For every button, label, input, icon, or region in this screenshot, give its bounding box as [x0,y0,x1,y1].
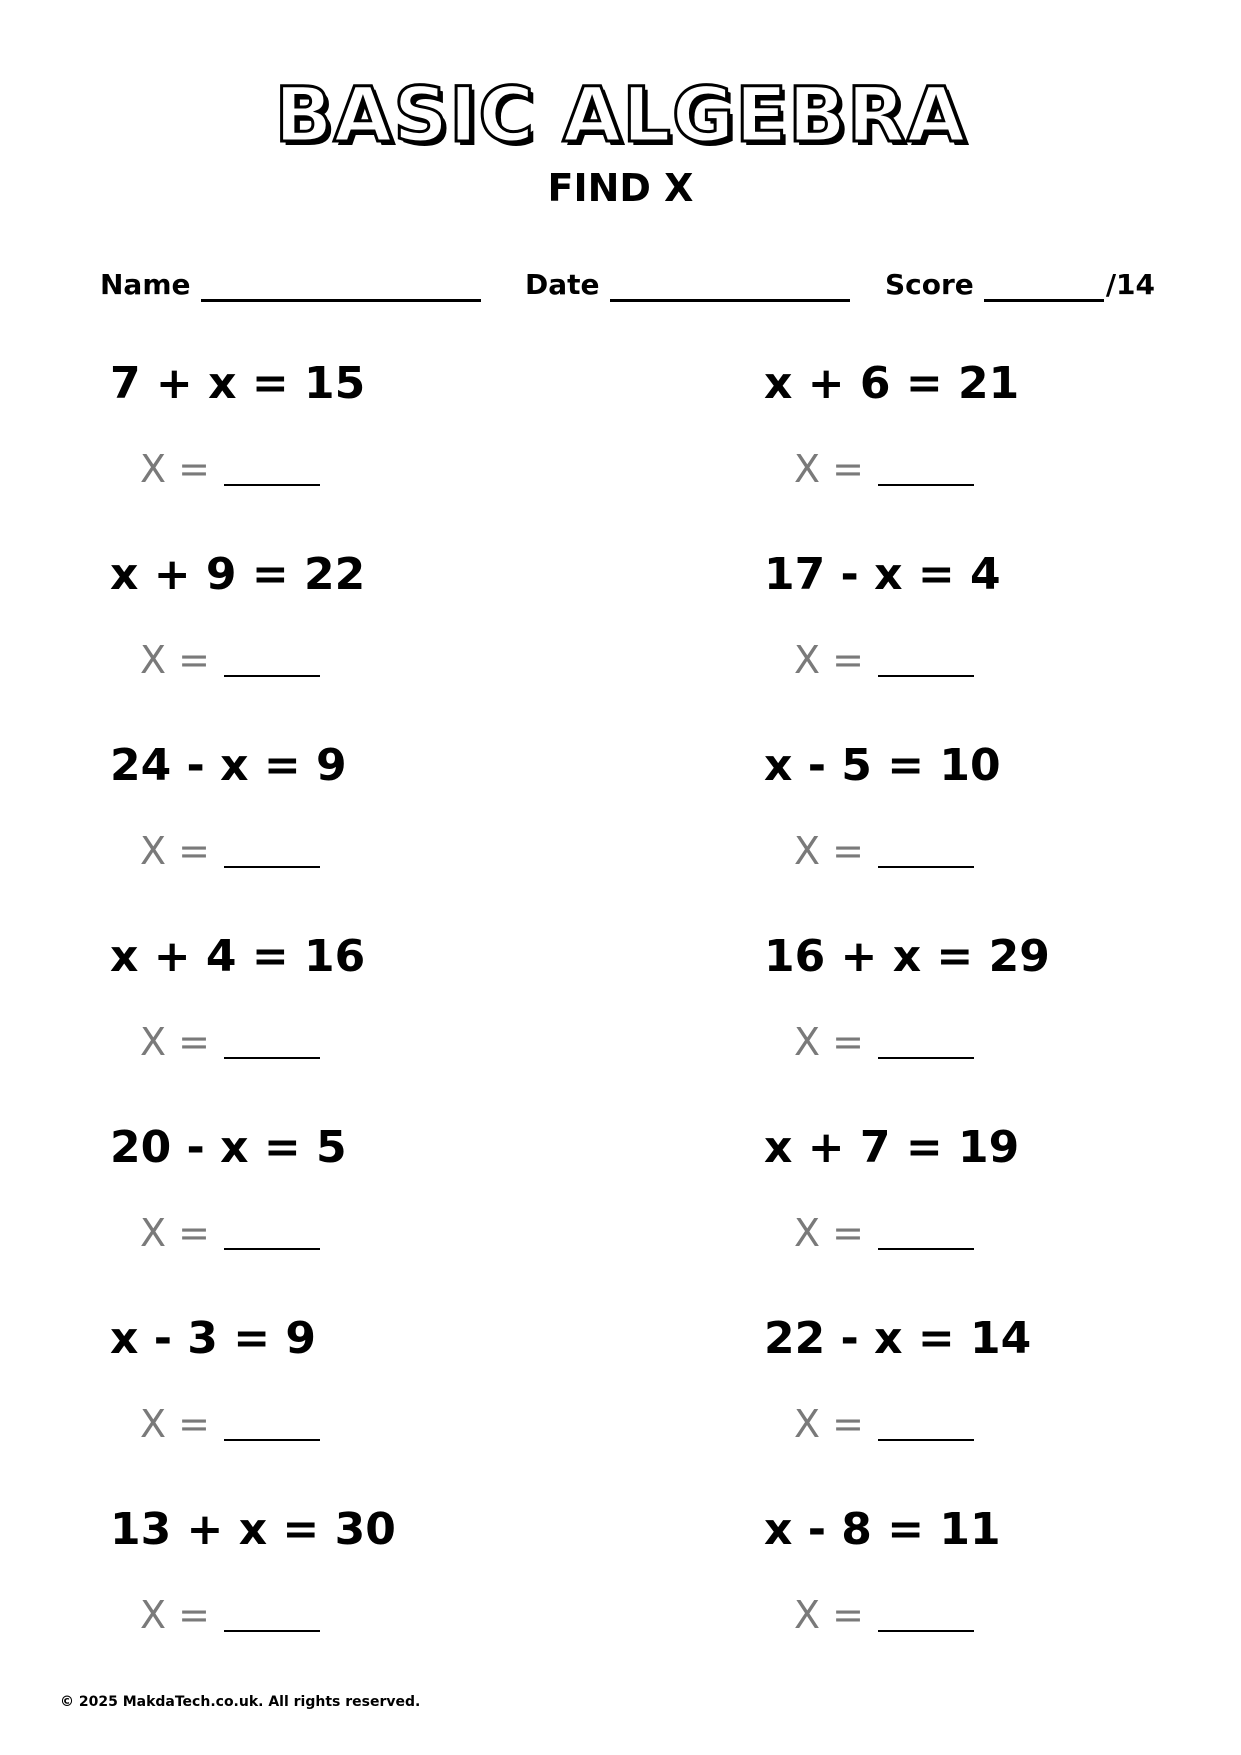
score-label: Score [885,268,974,301]
problem-right-6 [764,1311,1241,1501]
name-label: Name [100,268,191,301]
equation: 22 - x = 14 [764,1313,1032,1364]
answer-label: X = [140,447,210,491]
answer-label: X = [140,1020,210,1064]
answer-row [140,446,320,492]
equation: 7 + x = 15 [110,358,366,409]
problem-left-3 [110,738,610,928]
problem-right-3 [764,738,1241,928]
answer-row [794,1019,974,1065]
answer-row [140,637,320,683]
score-total: /14 [1105,268,1156,301]
problem-left-1 [110,356,610,546]
problem-left-4 [110,929,610,1119]
equation: 17 - x = 4 [764,549,1001,600]
answer-label: X = [794,829,864,873]
answer-label: X = [794,447,864,491]
answer-row [140,1401,320,1447]
name-field [100,268,481,302]
problem-left-2 [110,547,610,737]
problem-left-7 [110,1502,610,1692]
answer-blank[interactable] [878,1218,974,1250]
equation: x + 6 = 21 [764,358,1020,409]
answer-row [794,828,974,874]
answer-row [794,637,974,683]
equation: x - 3 = 9 [110,1313,317,1364]
equation: x + 4 = 16 [110,931,366,982]
answer-label: X = [794,1211,864,1255]
answer-row [794,1210,974,1256]
answer-label: X = [794,638,864,682]
answer-blank[interactable] [224,454,320,486]
answer-label: X = [794,1593,864,1637]
problem-right-4 [764,929,1241,1119]
answer-blank[interactable] [878,645,974,677]
date-field [525,268,850,302]
equation: 13 + x = 30 [110,1504,396,1555]
copyright-footer: © 2025 MakdaTech.co.uk. All rights reserved. [60,1694,421,1710]
answer-blank[interactable] [878,454,974,486]
answer-blank[interactable] [878,1027,974,1059]
answer-blank[interactable] [224,1600,320,1632]
answer-row [140,1210,320,1256]
answer-label: X = [140,1402,210,1446]
name-blank[interactable] [201,271,481,302]
answer-blank[interactable] [878,836,974,868]
answer-blank[interactable] [878,1409,974,1441]
equation: x - 8 = 11 [764,1504,1001,1555]
date-label: Date [525,268,600,301]
answer-row [140,1019,320,1065]
problem-right-2 [764,547,1241,737]
equation: x + 7 = 19 [764,1122,1020,1173]
answer-label: X = [140,1211,210,1255]
answer-row [140,828,320,874]
answer-label: X = [140,638,210,682]
answer-label: X = [140,829,210,873]
equation: 16 + x = 29 [764,931,1050,982]
answer-blank[interactable] [224,1218,320,1250]
answer-row [794,1401,974,1447]
answer-blank[interactable] [224,1409,320,1441]
answer-label: X = [794,1402,864,1446]
date-blank[interactable] [610,271,850,302]
page-subtitle: FIND X [547,166,694,210]
problem-right-5 [764,1120,1241,1310]
problem-left-6 [110,1311,610,1501]
answer-blank[interactable] [878,1600,974,1632]
equation: 24 - x = 9 [110,740,347,791]
problem-left-5 [110,1120,610,1310]
problem-right-1 [764,356,1241,546]
answer-label: X = [794,1020,864,1064]
answer-blank[interactable] [224,836,320,868]
answer-blank[interactable] [224,645,320,677]
score-blank[interactable] [984,271,1104,302]
equation: 20 - x = 5 [110,1122,347,1173]
answer-row [794,1592,974,1638]
answer-row [140,1592,320,1638]
equation: x - 5 = 10 [764,740,1001,791]
answer-row [794,446,974,492]
page-title: BASIC ALGEBRA [274,70,967,159]
problem-right-7 [764,1502,1241,1692]
answer-blank[interactable] [224,1027,320,1059]
score-field [885,268,1155,302]
answer-label: X = [140,1593,210,1637]
equation: x + 9 = 22 [110,549,366,600]
